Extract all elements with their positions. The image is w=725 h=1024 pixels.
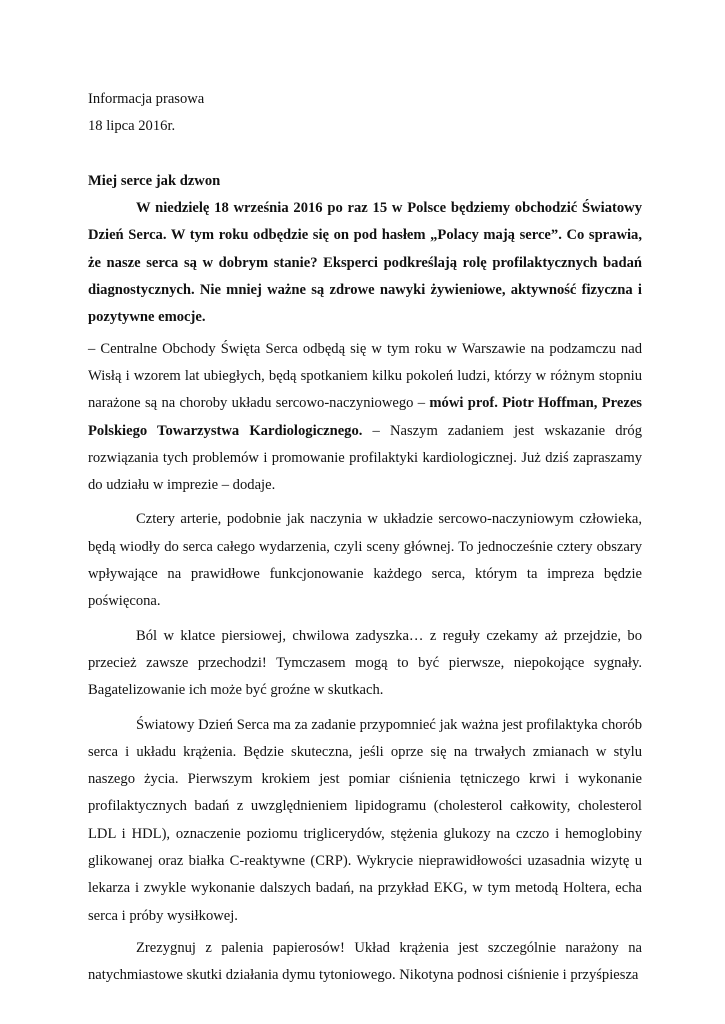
article-lead: W niedzielę 18 września 2016 po raz 15 w Polsce będziemy obchodzić Światowy Dzień Serca. W tym roku odbędzie się on pod hasłem „Polacy mają serce”. Co sprawia, że nasze serca są w dobrym stanie? Eksperci podkreślają rolę profilaktycznych badań diagnostycznych. Nie mniej ważne są zdrowe nawyki żywieniowe, aktywność fizyczna i pozytywne emocje. [88,200,642,326]
quote-text-before: – Centralne Obchody Święta Serca odbędą się w tym roku w Warszawie na podzamczu nad Wisłą i wzorem lat ubiegłych, będą spotkaniem kilku pokoleń ludzi, którzy w różnym stopniu narażone są na choroby układu sercowo-naczyniowego – [88,340,642,412]
article-title: Miej serce jak dzwon [88,172,221,189]
quote-speaker: mówi prof. Piotr Hoffman, Prezes Polskiego Towarzystwa Kardiologicznego. [88,395,642,439]
paragraph-arteries: Cztery arterie, podobnie jak naczynia w układzie sercowo-naczyniowym człowieka, będą wiodły do serca całego wydarzenia, czyli sceny głównej. To jednocześnie cztery obszary wpływające na prawidłowe funkcjonowanie każdego serca, którym ta impreza będzie poświęcona. [88,511,642,610]
release-date: 18 lipca 2016r. [88,118,176,135]
quote-paragraph [88,336,642,500]
paragraph-prevention: Światowy Dzień Serca ma za zadanie przypomnieć jak ważna jest profilaktyka chorób serca i układu krążenia. Będzie skuteczna, jeśli oprze się na trwałych zmianach w stylu naszego życia. Pierwszym krokiem jest pomiar ciśnienia tętniczego krwi i wykonanie profilaktycznych badań z uwzględnieniem lipidogramu (cholesterol całkowity, cholesterol LDL i HDL), oznaczenie poziomu triglicerydów, stężenia glukozy na czczo i hemoglobiny glikowanej oraz białka C-reaktywne (CRP). Wykrycie nieprawidłowości uzasadnia wizytę u lekarza i zwykle wykonanie dalszych badań, na przykład EKG, w tym metodą Holtera, echa serca i próby wysiłkowej. [88,716,642,924]
press-release-page [88,86,642,997]
document-type-label: Informacja prasowa [88,91,205,107]
quote-text-after: – Naszym zadaniem jest wskazanie dróg rozwiązania tych problemów i promowanie profilaktyki kardiologicznej. Już dziś zapraszamy do udziału w imprezie – dodaje. [88,422,642,494]
paragraph-smoking: Zrezygnuj z palenia papierosów! Układ krążenia jest szczególnie narażony na natychmiastowe skutki działania dymu tytoniowego. Nikotyna podnosi ciśnienie i przyśpiesza [88,939,642,984]
paragraph-symptoms: Ból w klatce piersiowej, chwilowa zadyszka… z reguły czekamy aż przejdzie, bo przecież zawsze przechodzi! Tymczasem mogą to być pierwsze, niepokojące sygnały. Bagatelizowanie ich może być groźne w skutkach. [88,627,642,699]
